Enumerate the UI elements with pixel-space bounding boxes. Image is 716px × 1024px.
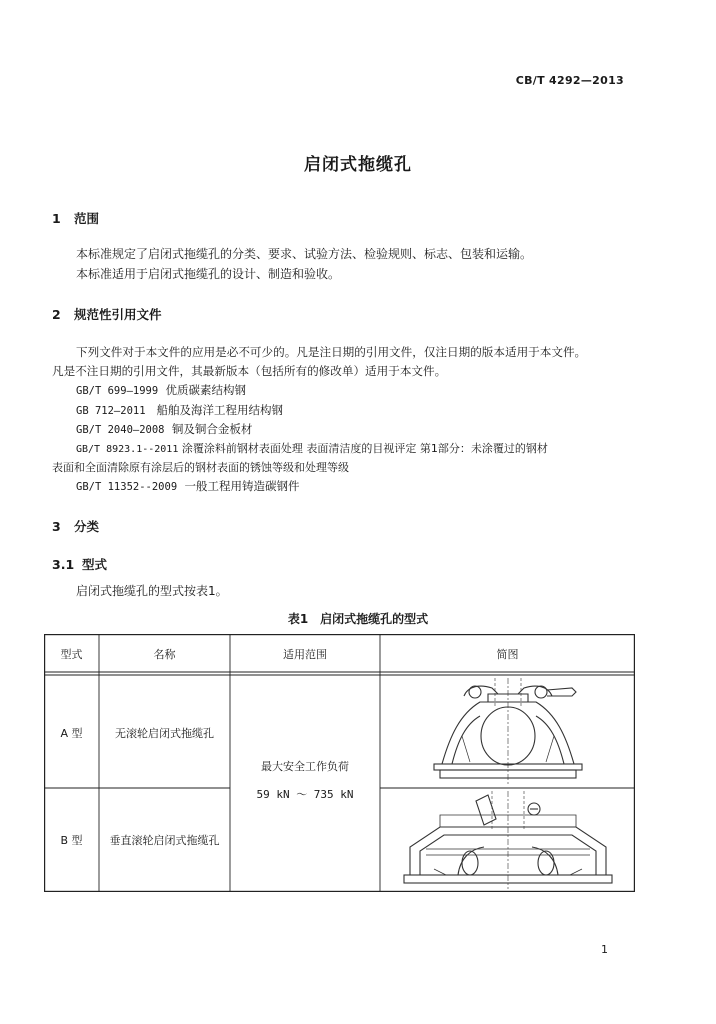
header-type: 型式	[60, 648, 83, 661]
range-value: 59 kN ～ 735 kN	[256, 788, 354, 801]
section-number: 2	[52, 307, 61, 322]
row-a-name: 无滚轮启闭式拖缆孔	[115, 727, 214, 740]
row-b-name: 垂直滚轮启闭式拖缆孔	[109, 834, 220, 847]
reference-title: 优质碳素结构钢	[165, 383, 246, 397]
row-a-type: A 型	[60, 727, 83, 740]
page-number: 1	[601, 943, 608, 956]
section-2-heading	[52, 305, 162, 323]
reference-title: 铜及铜合金板材	[171, 422, 253, 436]
fairlead-type-b-drawing	[380, 789, 635, 891]
reference-item	[76, 439, 548, 459]
header-name: 名称	[153, 648, 176, 661]
section-title: 范围	[74, 211, 100, 226]
reference-item	[76, 477, 299, 497]
reference-title: 一般工程用铸造碳钢件	[184, 479, 300, 493]
section-number: 1	[52, 211, 61, 226]
reference-code: GB/T 699—1999	[76, 385, 159, 397]
reference-code: GB/T 2040—2008	[76, 424, 165, 436]
section-3-heading	[52, 517, 99, 535]
reference-title: 船舶及海洋工程用结构钢	[156, 403, 284, 417]
reference-code: GB/T 8923.1--2011	[76, 444, 179, 455]
reference-title: 涂覆涂料前钢材表面处理 表面清洁度的目视评定 第1部分：未涂覆过的钢材	[181, 442, 548, 455]
section-title: 分类	[74, 519, 100, 534]
table-1-title: 表1 启闭式拖缆孔的型式	[287, 612, 429, 626]
scope-paragraph-2: 本标准适用于启闭式拖缆孔的设计、制造和验收。	[76, 267, 341, 281]
section-number: 3.1	[52, 557, 75, 572]
reference-code: GB 712—2011	[76, 405, 146, 417]
document-title: 启闭式拖缆孔	[304, 155, 412, 175]
reference-item	[76, 401, 283, 421]
reference-code: GB/T 11352--2009	[76, 481, 178, 493]
section-title: 规范性引用文件	[74, 307, 162, 322]
row-b-type: B 型	[60, 834, 83, 847]
range-label: 最大安全工作负荷	[261, 760, 349, 773]
section-3-1-heading	[52, 555, 107, 573]
header-range: 适用范围	[283, 648, 327, 661]
references-intro-line-2: 凡是不注日期的引用文件，其最新版本（包括所有的修改单）适用于本文件。	[52, 364, 447, 378]
references-intro-line-1: 下列文件对于本文件的应用是必不可少的。凡是注日期的引用文件，仅注日期的版本适用于本文件。	[76, 345, 587, 359]
section-title: 型式	[82, 557, 108, 572]
scope-paragraph-1: 本标准规定了启闭式拖缆孔的分类、要求、试验方法、检验规则、标志、包装和运输。	[76, 247, 533, 261]
header-diagram: 简图	[496, 648, 519, 661]
reference-item-continuation: 表面和全面清除原有涂层后的钢材表面的锈蚀等级和处理等级	[52, 461, 349, 474]
section-number: 3	[52, 519, 61, 534]
reference-item	[76, 381, 246, 401]
fairlead-type-a-drawing	[380, 676, 635, 788]
reference-item	[76, 420, 252, 440]
types-intro-text: 启闭式拖缆孔的型式按表1。	[76, 584, 228, 598]
standard-code: CB/T 4292—2013	[515, 74, 624, 87]
section-1-heading	[52, 209, 99, 227]
table-1	[44, 634, 635, 892]
